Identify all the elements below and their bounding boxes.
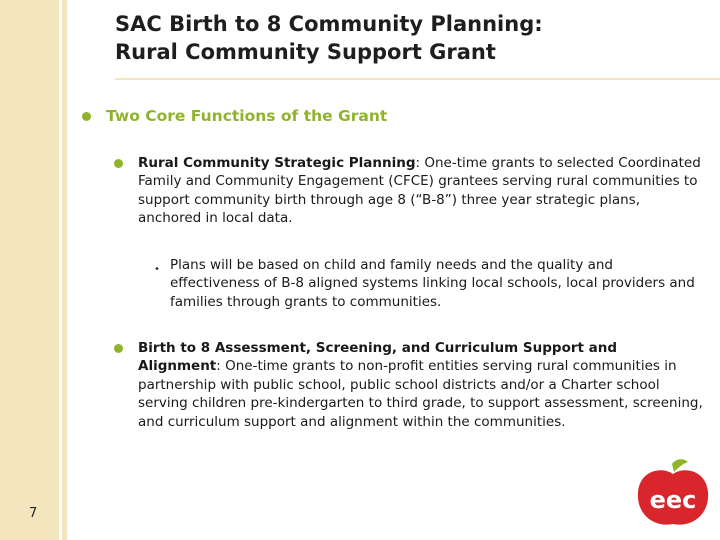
item1-label: Rural Community Strategic Planning	[138, 155, 416, 171]
item2-bullet-icon	[114, 344, 123, 353]
item1-bullet-icon	[114, 159, 123, 168]
subitem-bullet-icon: •	[154, 264, 160, 275]
item-strategic-planning	[138, 154, 703, 228]
title-line-2: Rural Community Support Grant	[115, 40, 496, 64]
item-assessment-support	[138, 339, 703, 431]
title-line-1: SAC Birth to 8 Community Planning:	[115, 12, 543, 36]
logo-text: eec	[649, 486, 697, 514]
item2-text: : One-time grants to non-profit entities serving rural communities in partnership with public school, public school districts and/or a Charter school serving children pre-kindergarten to third grade, to support assessment, screening, and curriculum support and alignment within the communities.	[138, 358, 703, 430]
subitem-plans: Plans will be based on child and family needs and the quality and effectiveness of B-8 aligned systems linking local schools, local providers and families through grants to communities.	[170, 257, 695, 310]
slide-title	[115, 10, 675, 66]
item2-label: Birth to 8 Assessment, Screening, and Curriculum Support and Alignment	[138, 340, 618, 375]
item1-text: : One-time grants to selected Coordinated Family and Community Engagement (CFCE) grantees serving rural communities to support community birth through age 8 (“B-8”) three year strategic plans, anchored in local data.	[138, 155, 701, 227]
section-heading: Two Core Functions of the Grant	[106, 107, 388, 125]
title-underline	[115, 78, 720, 80]
sidebar-band	[0, 0, 67, 540]
logo-leaf-icon	[672, 459, 688, 472]
heading-bullet-icon	[82, 112, 91, 121]
sidebar-divider	[59, 0, 62, 540]
eec-apple-logo-icon	[632, 458, 714, 530]
page-number: 7	[29, 506, 38, 521]
